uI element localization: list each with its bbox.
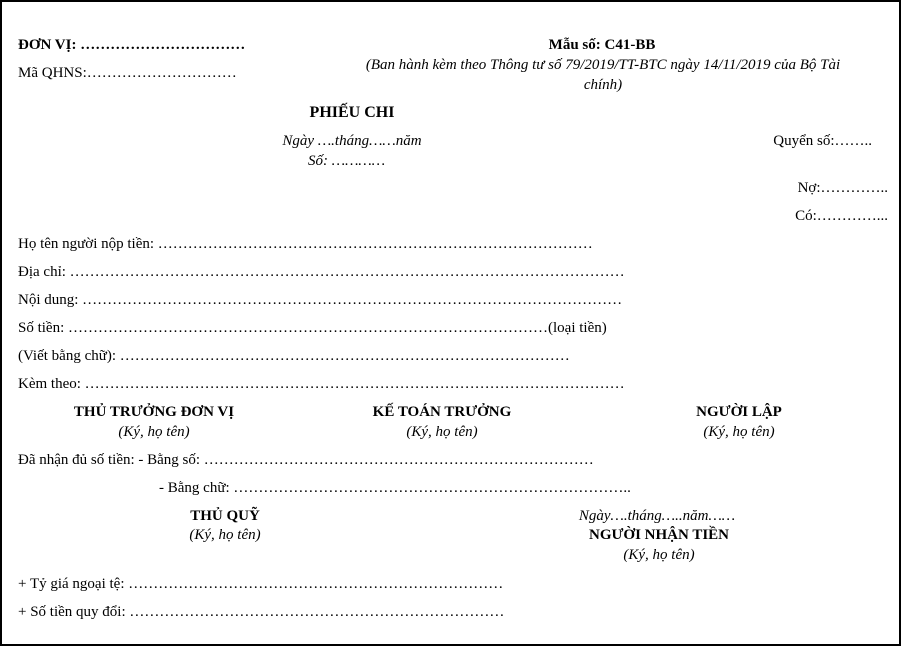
voucher-number: Số: ………… [308, 153, 386, 169]
document-title: PHIẾU CHI [309, 104, 395, 121]
payer-name-field: Họ tên người nộp tiền: …………………………………………………………………………… [18, 236, 593, 252]
budget-code-field: Mã QHNS:………………………… [18, 65, 237, 81]
book-number: Quyển số:…….. [773, 133, 872, 149]
receipt-date-line: Ngày….tháng…..năm…… [578, 508, 736, 524]
chief-accountant-sign-note: (Ký, họ tên) [406, 424, 478, 440]
converted-amount-field: + Số tiền quy đổi: ………………………………………………………………… [18, 604, 505, 620]
debit-field: Nợ:………….. [797, 180, 888, 196]
preparer-label: NGƯỜI LẬP [696, 404, 782, 420]
chief-accountant-label: KẾ TOÁN TRƯỞNG [372, 404, 512, 420]
cashier-sign-note: (Ký, họ tên) [189, 527, 261, 543]
cashier-label: THỦ QUỸ [190, 508, 260, 524]
received-in-words-field: - Bằng chữ: …………………………………………………………………….. [159, 480, 631, 496]
issued-note-line2: chính) [583, 77, 623, 93]
content-field: Nội dung: ……………………………………………………………………………………………… [18, 292, 623, 308]
amount-field: Số tiền: ……………………………………………………………………………………(loại tiền) [18, 320, 607, 336]
form-number: Mẫu số: C41-BB [548, 37, 656, 53]
received-in-numbers-field: Đã nhận đủ số tiền: - Bằng số: …………………………………………………………………… [18, 452, 594, 468]
recipient-sign-note: (Ký, họ tên) [623, 547, 695, 563]
issued-note-line1: (Ban hành kèm theo Thông tư số 79/2019/TT-BTC ngày 14/11/2019 của Bộ Tài [365, 57, 841, 73]
unit-field: ĐƠN VỊ: …………………………… [18, 37, 246, 53]
amount-in-words-field: (Viết bằng chữ): ……………………………………………………………………………… [18, 348, 570, 364]
head-of-unit-sign-note: (Ký, họ tên) [118, 424, 190, 440]
attachments-field: Kèm theo: ……………………………………………………………………………………………… [18, 376, 625, 392]
credit-field: Có:…………... [795, 208, 888, 224]
address-field: Địa chỉ: ………………………………………………………………………………………………… [18, 264, 625, 280]
preparer-sign-note: (Ký, họ tên) [703, 424, 775, 440]
recipient-label: NGƯỜI NHẬN TIỀN [588, 527, 730, 543]
date-line: Ngày ….tháng……năm [282, 133, 422, 149]
head-of-unit-label: THỦ TRƯỞNG ĐƠN VỊ [73, 404, 235, 420]
exchange-rate-field: + Tỷ giá ngoại tệ: ………………………………………………………………… [18, 576, 504, 592]
